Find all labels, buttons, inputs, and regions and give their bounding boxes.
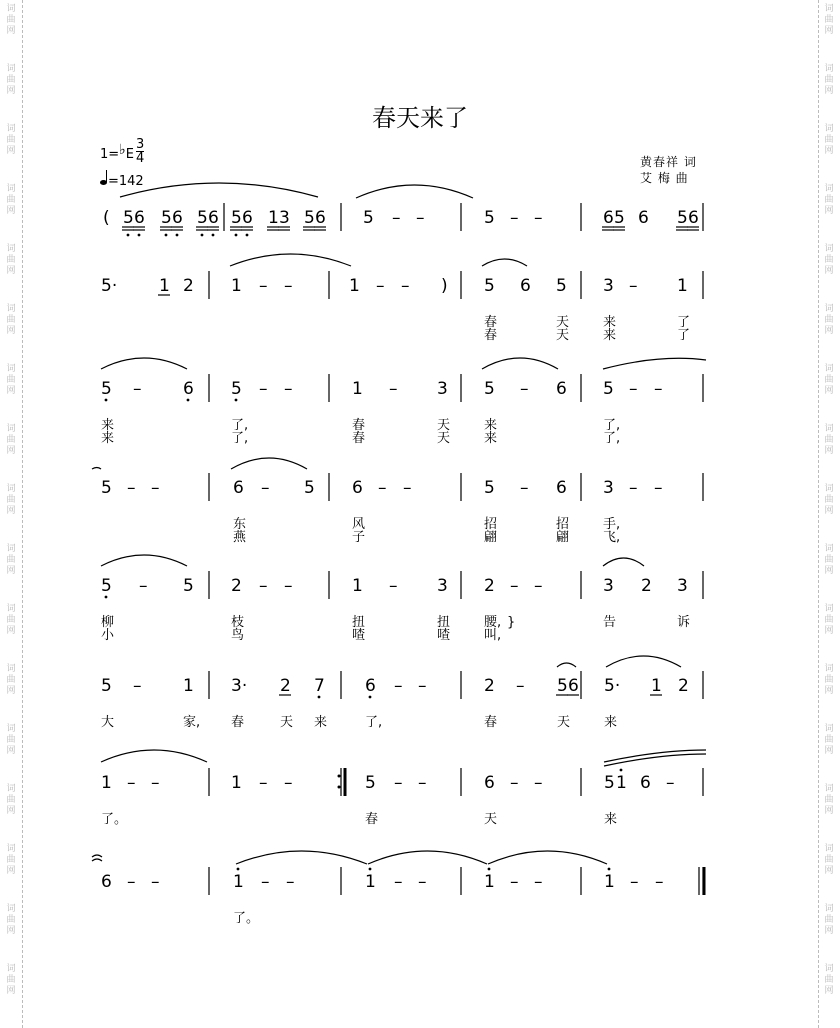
note: 1 bbox=[484, 872, 495, 892]
note: 5 bbox=[484, 478, 495, 498]
lyric-syllable: 了。 bbox=[233, 911, 260, 926]
lyric-syllable: 天 bbox=[280, 715, 294, 730]
time-bottom: 4 bbox=[136, 151, 145, 166]
lyric-syllable: 了 bbox=[677, 328, 691, 343]
note: 5 bbox=[231, 379, 242, 399]
lyric-syllable: 手, bbox=[603, 517, 621, 532]
high-octave-dot bbox=[620, 769, 623, 772]
slur bbox=[356, 185, 473, 198]
lyric-syllable: 天 bbox=[557, 715, 571, 730]
note: 6 bbox=[568, 676, 579, 696]
lyric-syllable: 了 bbox=[677, 315, 691, 330]
note: 1 bbox=[365, 872, 376, 892]
note: ( bbox=[103, 208, 110, 228]
note: – bbox=[654, 379, 663, 399]
note: 5 bbox=[484, 379, 495, 399]
note: 6 bbox=[556, 478, 567, 498]
note: 3 bbox=[437, 379, 448, 399]
note: 6 bbox=[352, 478, 363, 498]
lyric-syllable: 春 bbox=[484, 315, 498, 330]
slur bbox=[120, 183, 318, 197]
watermark-text: 词 曲 网 bbox=[824, 904, 834, 936]
lyric-syllable: 翩 bbox=[484, 530, 498, 545]
lyric-syllable: 小 bbox=[101, 628, 115, 643]
lyric-syllable: 春 bbox=[484, 328, 498, 343]
note: 5 bbox=[484, 208, 495, 228]
watermark-text: 词 曲 网 bbox=[6, 364, 16, 396]
lyric-syllable: 燕 bbox=[233, 530, 247, 545]
note: – bbox=[389, 576, 398, 596]
note: 6 bbox=[484, 773, 495, 793]
lyric-syllable: 天 bbox=[437, 418, 451, 433]
watermark-text: 词 曲 网 bbox=[824, 664, 834, 696]
repeat-dot bbox=[338, 775, 341, 778]
note: – bbox=[378, 478, 387, 498]
note: 6 bbox=[688, 208, 699, 228]
lyric-syllable: 来 bbox=[603, 328, 617, 343]
note: – bbox=[139, 576, 148, 596]
note: – bbox=[259, 773, 268, 793]
note: – bbox=[127, 478, 136, 498]
lyric-syllable: 了, bbox=[231, 418, 249, 433]
note: – bbox=[534, 576, 543, 596]
watermark-text: 词 曲 网 bbox=[6, 424, 16, 456]
note: 6 bbox=[208, 208, 219, 228]
note: – bbox=[259, 379, 268, 399]
watermark-text: 词 曲 网 bbox=[6, 184, 16, 216]
note: 7 bbox=[314, 676, 325, 696]
watermark-text: 词 曲 网 bbox=[824, 964, 834, 996]
note: – bbox=[534, 872, 543, 892]
slur bbox=[368, 851, 487, 864]
lyric-syllable: 扭 bbox=[352, 615, 366, 630]
note: – bbox=[629, 478, 638, 498]
note: 5 bbox=[231, 208, 242, 228]
watermark-text: 词 曲 网 bbox=[6, 964, 16, 996]
note: – bbox=[151, 872, 160, 892]
watermark-text: 词 曲 网 bbox=[824, 64, 834, 96]
note: 3· bbox=[231, 676, 248, 696]
low-octave-dot bbox=[127, 234, 130, 237]
composer-credit: 艾 梅 曲 bbox=[640, 171, 689, 185]
watermark-text: 词 曲 网 bbox=[824, 724, 834, 756]
note: – bbox=[394, 676, 403, 696]
note: 6 bbox=[134, 208, 145, 228]
watermark-text: 词 曲 网 bbox=[6, 4, 16, 36]
slur bbox=[101, 555, 187, 566]
low-octave-dot bbox=[235, 399, 238, 402]
lyric-syllable: 来 bbox=[101, 431, 115, 446]
note: – bbox=[376, 276, 385, 296]
note: 3 bbox=[603, 478, 614, 498]
note: 5 bbox=[101, 576, 112, 596]
lyric-syllable: 东 bbox=[233, 517, 247, 532]
note: – bbox=[418, 872, 427, 892]
note: – bbox=[401, 276, 410, 296]
watermark-text: 词 曲 网 bbox=[6, 664, 16, 696]
note: 1 bbox=[616, 773, 627, 793]
lyric-syllable: 天 bbox=[484, 812, 498, 827]
note: 6 bbox=[556, 379, 567, 399]
note: 5 bbox=[101, 379, 112, 399]
note: 6 bbox=[603, 208, 614, 228]
note: 5 bbox=[123, 208, 134, 228]
note: 5 bbox=[363, 208, 374, 228]
watermark-text: 词 曲 网 bbox=[824, 4, 834, 36]
note: – bbox=[534, 773, 543, 793]
note: – bbox=[516, 676, 525, 696]
slur bbox=[231, 458, 307, 469]
note: 2 bbox=[231, 576, 242, 596]
watermark-text: 词 曲 网 bbox=[824, 304, 834, 336]
note: 5 bbox=[556, 276, 567, 296]
watermark-text: 词 曲 网 bbox=[6, 604, 16, 636]
note: 1 bbox=[268, 208, 279, 228]
slur bbox=[101, 750, 207, 762]
lyric-syllable: 天 bbox=[437, 431, 451, 446]
lyric-syllable: 柳 bbox=[101, 615, 115, 630]
tempo-value: =142 bbox=[108, 174, 144, 189]
lyric-syllable: 来 bbox=[604, 812, 618, 827]
note: 5 bbox=[604, 773, 615, 793]
note: 5 bbox=[557, 676, 568, 696]
high-octave-dot bbox=[369, 868, 372, 871]
lyric-syllable: 来 bbox=[484, 418, 498, 433]
watermark-text: 词 曲 网 bbox=[824, 124, 834, 156]
lyric-syllable: 来 bbox=[603, 315, 617, 330]
note: – bbox=[151, 773, 160, 793]
lyric-syllable: 叫, bbox=[484, 628, 502, 643]
slur bbox=[92, 859, 102, 861]
note: – bbox=[510, 872, 519, 892]
note: – bbox=[510, 576, 519, 596]
note: 6 bbox=[520, 276, 531, 296]
note: 1 bbox=[231, 276, 242, 296]
note: – bbox=[630, 872, 639, 892]
watermark-text: 词 曲 网 bbox=[824, 484, 834, 516]
note: – bbox=[261, 478, 270, 498]
note: 3 bbox=[677, 576, 688, 596]
lyric-syllable: 枝 bbox=[231, 615, 245, 630]
lyric-syllable: 春 bbox=[484, 715, 498, 730]
lyric-syllable: 诉 bbox=[677, 615, 691, 630]
note: 1 bbox=[352, 379, 363, 399]
note: 6 bbox=[101, 872, 112, 892]
note: – bbox=[261, 872, 270, 892]
note: 1 bbox=[604, 872, 615, 892]
lyric-syllable: 春 bbox=[365, 812, 379, 827]
watermark-text: 词 曲 网 bbox=[6, 124, 16, 156]
key-note: E bbox=[125, 147, 134, 162]
note: 2 bbox=[183, 276, 194, 296]
lyric-syllable: 扭 bbox=[437, 615, 451, 630]
note: 1 bbox=[231, 773, 242, 793]
low-octave-dot bbox=[318, 696, 321, 699]
note: – bbox=[418, 773, 427, 793]
note: 5 bbox=[304, 208, 315, 228]
watermark-text: 词 曲 网 bbox=[824, 604, 834, 636]
lyric-syllable: } bbox=[507, 615, 516, 630]
low-octave-dot bbox=[246, 234, 249, 237]
note: ) bbox=[441, 276, 448, 296]
lyricist-credit: 黄春祥 词 bbox=[640, 155, 697, 169]
low-octave-dot bbox=[165, 234, 168, 237]
note: 5 bbox=[365, 773, 376, 793]
note: 5· bbox=[101, 276, 118, 296]
note: 6 bbox=[242, 208, 253, 228]
note: – bbox=[666, 773, 675, 793]
note: 1 bbox=[349, 276, 360, 296]
slur bbox=[604, 754, 706, 766]
note: 1 bbox=[352, 576, 363, 596]
lyric-syllable: 春 bbox=[352, 418, 366, 433]
slur bbox=[603, 558, 644, 566]
note: 5 bbox=[197, 208, 208, 228]
repeat-dot bbox=[338, 786, 341, 789]
lyric-syllable: 了, bbox=[603, 418, 621, 433]
watermark-text: 词 曲 网 bbox=[824, 784, 834, 816]
note: – bbox=[151, 478, 160, 498]
time-top: 3 bbox=[136, 137, 145, 152]
note: – bbox=[259, 576, 268, 596]
note: – bbox=[394, 872, 403, 892]
note: – bbox=[520, 379, 529, 399]
low-octave-dot bbox=[212, 234, 215, 237]
lyric-syllable: 了, bbox=[365, 715, 383, 730]
lyric-syllable: 了, bbox=[603, 431, 621, 446]
lyric-syllable: 了, bbox=[231, 431, 249, 446]
watermark-text: 词 曲 网 bbox=[6, 484, 16, 516]
note: 5 bbox=[304, 478, 315, 498]
slur bbox=[92, 468, 101, 470]
note: 1 bbox=[101, 773, 112, 793]
note: 6 bbox=[172, 208, 183, 228]
low-octave-dot bbox=[105, 399, 108, 402]
watermark-text: 词 曲 网 bbox=[6, 64, 16, 96]
lyric-syllable: 来 bbox=[314, 715, 328, 730]
note: – bbox=[654, 478, 663, 498]
lyric-syllable: 了。 bbox=[101, 812, 128, 827]
note: 2 bbox=[280, 676, 291, 696]
lyric-syllable: 来 bbox=[604, 715, 618, 730]
note: – bbox=[520, 478, 529, 498]
note: – bbox=[284, 379, 293, 399]
watermark-text: 词 曲 网 bbox=[824, 844, 834, 876]
lyric-syllable: 腰, bbox=[484, 615, 502, 630]
watermark-text: 词 曲 网 bbox=[824, 544, 834, 576]
lyric-syllable: 子 bbox=[352, 530, 366, 545]
note: 2 bbox=[678, 676, 689, 696]
lyric-syllable: 鸟 bbox=[231, 628, 245, 643]
low-octave-dot bbox=[201, 234, 204, 237]
lyric-syllable: 春 bbox=[231, 715, 245, 730]
note: 2 bbox=[641, 576, 652, 596]
high-octave-dot bbox=[608, 868, 611, 871]
lyric-syllable: 来 bbox=[484, 431, 498, 446]
note: – bbox=[629, 379, 638, 399]
key-prefix: 1= bbox=[100, 147, 120, 162]
slur bbox=[482, 259, 527, 266]
note: – bbox=[510, 208, 519, 228]
watermark-text: 词 曲 网 bbox=[6, 544, 16, 576]
note: – bbox=[629, 276, 638, 296]
lyric-syllable: 喳 bbox=[352, 628, 366, 643]
watermark-text: 词 曲 网 bbox=[824, 424, 834, 456]
lyric-syllable: 翩 bbox=[556, 530, 570, 545]
note: – bbox=[403, 478, 412, 498]
low-octave-dot bbox=[176, 234, 179, 237]
slur bbox=[482, 358, 558, 369]
watermark-text: 词 曲 网 bbox=[6, 784, 16, 816]
slur bbox=[606, 656, 681, 667]
note: 1 bbox=[651, 676, 662, 696]
note: 1 bbox=[677, 276, 688, 296]
note: – bbox=[534, 208, 543, 228]
note: 5 bbox=[614, 208, 625, 228]
note: – bbox=[133, 379, 142, 399]
lyric-syllable: 春 bbox=[352, 431, 366, 446]
low-octave-dot bbox=[235, 234, 238, 237]
lyric-syllable: 来 bbox=[101, 418, 115, 433]
note: 5 bbox=[677, 208, 688, 228]
high-octave-dot bbox=[237, 868, 240, 871]
note: 5 bbox=[484, 276, 495, 296]
note: 1 bbox=[183, 676, 194, 696]
watermark-text: 词 曲 网 bbox=[6, 724, 16, 756]
lyric-syllable: 大 bbox=[101, 715, 115, 730]
note: – bbox=[416, 208, 425, 228]
slur bbox=[101, 358, 187, 369]
watermark-text: 词 曲 网 bbox=[6, 904, 16, 936]
watermark-text: 词 曲 网 bbox=[6, 844, 16, 876]
note: 5 bbox=[161, 208, 172, 228]
lyric-syllable: 招 bbox=[484, 517, 498, 532]
note: 6 bbox=[365, 676, 376, 696]
note: 5 bbox=[183, 576, 194, 596]
note: 5· bbox=[604, 676, 621, 696]
note: – bbox=[394, 773, 403, 793]
lyric-syllable: 天 bbox=[556, 328, 570, 343]
watermark-text: 词 曲 网 bbox=[824, 244, 834, 276]
note: – bbox=[284, 576, 293, 596]
note: – bbox=[259, 276, 268, 296]
note: 6 bbox=[640, 773, 651, 793]
slur bbox=[488, 851, 607, 864]
lyric-syllable: 喳 bbox=[437, 628, 451, 643]
note: – bbox=[286, 872, 295, 892]
note: – bbox=[392, 208, 401, 228]
note: 3 bbox=[603, 276, 614, 296]
low-octave-dot bbox=[369, 696, 372, 699]
slur bbox=[230, 254, 351, 266]
lyric-syllable: 家, bbox=[183, 715, 201, 730]
slur bbox=[603, 358, 706, 369]
note: 3 bbox=[603, 576, 614, 596]
note: – bbox=[127, 872, 136, 892]
lyric-syllable: 招 bbox=[556, 517, 570, 532]
note: – bbox=[127, 773, 136, 793]
note: 1 bbox=[159, 276, 170, 296]
note: – bbox=[284, 276, 293, 296]
note: 5 bbox=[101, 676, 112, 696]
slur bbox=[92, 855, 102, 857]
flat-sign: ♭ bbox=[119, 142, 126, 158]
note: 6 bbox=[638, 208, 649, 228]
note: 3 bbox=[437, 576, 448, 596]
note: – bbox=[284, 773, 293, 793]
note: 1 bbox=[233, 872, 244, 892]
lyric-syllable: 风 bbox=[352, 517, 366, 532]
note: 5 bbox=[101, 478, 112, 498]
low-octave-dot bbox=[105, 596, 108, 599]
note: 5 bbox=[603, 379, 614, 399]
note: – bbox=[655, 872, 664, 892]
note: 3 bbox=[279, 208, 290, 228]
lyric-syllable: 飞, bbox=[603, 530, 621, 545]
slur bbox=[604, 750, 706, 762]
watermark-text: 词 曲 网 bbox=[824, 364, 834, 396]
low-octave-dot bbox=[187, 399, 190, 402]
watermark-text: 词 曲 网 bbox=[6, 304, 16, 336]
watermark-text: 词 曲 网 bbox=[824, 184, 834, 216]
high-octave-dot bbox=[488, 868, 491, 871]
note: – bbox=[510, 773, 519, 793]
note: 6 bbox=[315, 208, 326, 228]
watermark-text: 词 曲 网 bbox=[6, 244, 16, 276]
lyric-syllable: 告 bbox=[603, 615, 617, 630]
note: 6 bbox=[233, 478, 244, 498]
note: 6 bbox=[183, 379, 194, 399]
note: – bbox=[133, 676, 142, 696]
note: – bbox=[389, 379, 398, 399]
low-octave-dot bbox=[138, 234, 141, 237]
note: – bbox=[418, 676, 427, 696]
lyric-syllable: 天 bbox=[556, 315, 570, 330]
slur bbox=[557, 663, 576, 667]
song-title: 春天来了 bbox=[372, 104, 468, 132]
slur bbox=[236, 851, 367, 864]
note: 2 bbox=[484, 676, 495, 696]
note: 2 bbox=[484, 576, 495, 596]
